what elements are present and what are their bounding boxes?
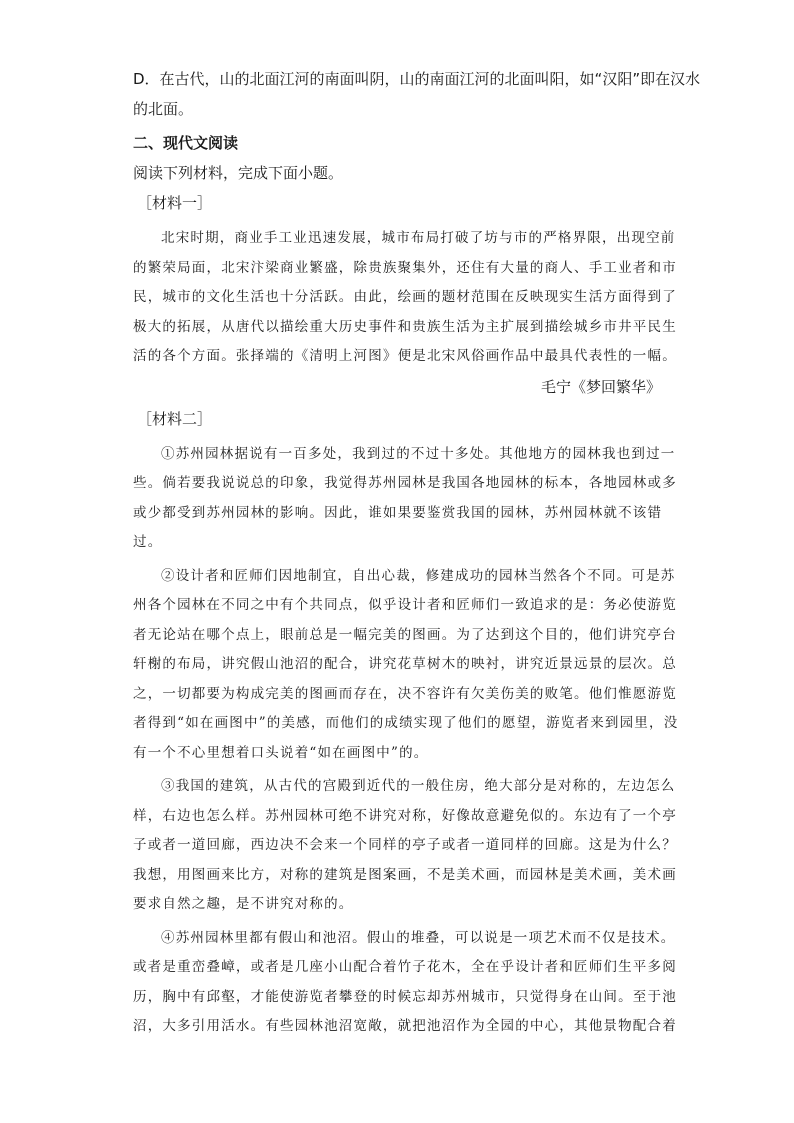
paragraph-line: ④苏州园林里都有假山和池沼。假山的堆叠，可以说是一项艺术而不仅是技术。 <box>161 929 676 946</box>
paragraph-line: 些。倘若要我说说总的印象，我觉得苏州园林是我国各地园林的标本，各地园林或多 <box>133 475 677 491</box>
paragraph-line: 者无论站在哪个点上，眼前总是一幅完美的图画。为了达到这个目的，他们讲究亭台 <box>133 626 677 643</box>
material-one-source: 毛宁《梦回繁华》 <box>540 377 661 396</box>
paragraph-line: ③我国的建筑，从古代的宫殿到近代的一般住房，绝大部分是对称的，左边怎么 <box>161 778 676 794</box>
paragraph-line: 之，一切都要为构成完美的图画而存在，决不容许有欠美伤美的败笔。他们惟愿游览 <box>133 685 677 702</box>
paragraph-line: 极大的拓展，从唐代以描绘重大历史事件和贵族生活为主扩展到描绘城乡市井平民生 <box>133 318 677 335</box>
paragraph-line: 或少都受到苏州园林的影响。因此，谁如果要鉴赏我国的园林，苏州园林就不该错 <box>133 504 663 521</box>
reading-instruction: 阅读下列材料，完成下面小题。 <box>133 164 344 182</box>
section-heading: 二、现代文阅读 <box>133 134 239 152</box>
option-d-line: 的北面。 <box>133 100 194 118</box>
paragraph-line: 沼，大多引用活水。有些园林池沼宽敞，就把池沼作为全园的中心，其他景物配合着 <box>133 1018 677 1034</box>
paragraph-line: 我想，用图画来比方，对称的建筑是图案画，不是美术画，而园林是美术画，美术画 <box>133 866 677 883</box>
material-two-paragraph-3 <box>133 772 677 920</box>
paragraph-line: 北宋时期，商业手工业迅速发展，城市布局打破了坊与市的严格界限，出现空前 <box>161 230 676 246</box>
material-two-label: ［材料二］ <box>137 409 213 428</box>
paragraph-line: 民，城市的文化生活也十分活跃。由此，绘画的题材范围在反映现实生活方面得到了 <box>133 289 677 305</box>
paragraph-line: 者得到“如在画图中”的美感，而他们的成绩实现了他们的愿望，游览者来到园里，没 <box>133 715 679 731</box>
option-d-line: D．在古代，山的北面江河的南面叫阴，山的南面江河的北面叫阳，如“汉阳”即在汉水 <box>133 70 701 88</box>
paragraph-line: 州各个园林在不同之中有个共同点，似乎设计者和匠师们一致追求的是：务必使游览 <box>133 597 677 613</box>
paragraph-line: 样，右边也怎么样。苏州园林可绝不讲究对称，好像故意避免似的。东边有了一个亭 <box>133 807 677 824</box>
paragraph-line: 要求自然之趣，是不讲究对称的。 <box>133 896 354 912</box>
material-two-paragraph-1 <box>133 440 677 558</box>
paragraph-line: 有一个不心里想着口头说着“如在画图中”的。 <box>133 744 429 761</box>
paragraph-line: ①苏州园林据说有一百多处，我到过的不过十多处。其他地方的园林我也到过一 <box>161 445 676 462</box>
material-one-label: ［材料一］ <box>137 194 213 212</box>
material-two-paragraph-2 <box>133 562 679 769</box>
document-content <box>133 64 701 1042</box>
paragraph-line: 或者是重峦叠嶂，或者是几座小山配合着竹子花木，全在乎设计者和匠师们生平多阅 <box>133 959 677 975</box>
paragraph-line: 子或者一道回廊，西边决不会来一个同样的亭子或者一道同样的回廊。这是为什么？ <box>133 837 677 853</box>
paragraph-line: 活的各个方面。张择端的《清明上河图》便是北宋风俗画作品中最具代表性的一幅。 <box>133 348 677 364</box>
paragraph-line: 历，胸中有邱壑，才能使游览者攀登的时候忘却苏州城市，只觉得身在山间。至于池 <box>133 988 677 1005</box>
material-two-paragraph-4 <box>133 924 677 1042</box>
paragraph-line: 过。 <box>133 534 163 550</box>
paragraph-line: ②设计者和匠师们因地制宜，自出心裁，修建成功的园林当然各个不同。可是苏 <box>161 567 676 584</box>
paragraph-line: 轩榭的布局，讲究假山池沼的配合，讲究花草树木的映衬，讲究近景远景的层次。总 <box>133 656 677 672</box>
paragraph-line: 的繁荣局面，北宋汴梁商业繁盛，除贵族聚集外，还住有大量的商人、手工业者和市 <box>133 259 677 276</box>
material-one-paragraph <box>133 224 677 372</box>
option-d <box>133 64 701 124</box>
